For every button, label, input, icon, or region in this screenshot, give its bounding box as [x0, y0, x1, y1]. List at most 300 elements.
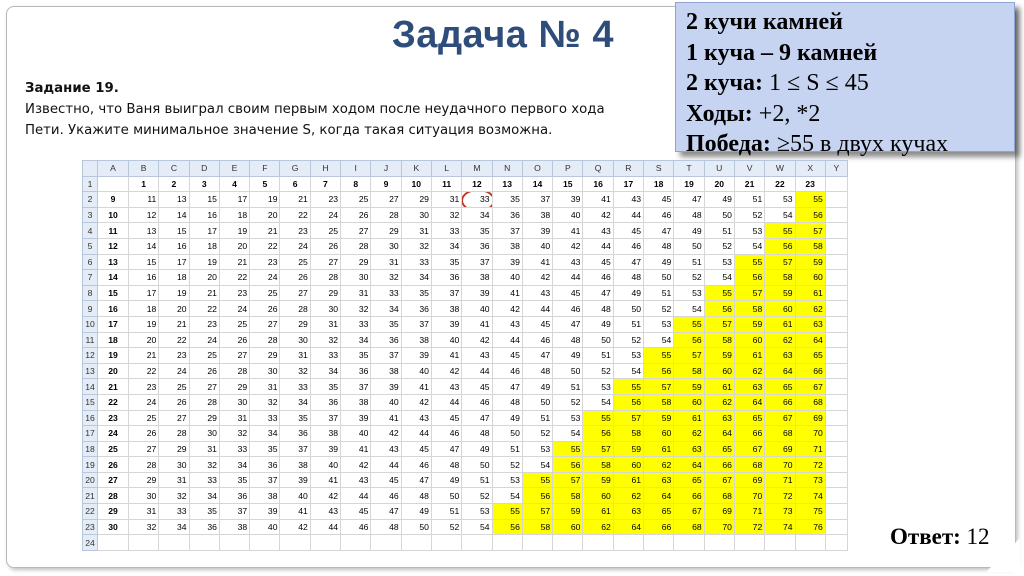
info-win-value: ≥55 в двух кучах [770, 131, 949, 157]
table-cell: 49 [522, 379, 552, 395]
table-cell: 69 [795, 410, 825, 426]
table-row [83, 316, 848, 332]
table-cell: 38 [310, 426, 340, 442]
table-cell: 49 [492, 410, 522, 426]
row-header: 5 [83, 238, 98, 254]
table-row [83, 441, 848, 457]
row-value-cell: 21 [98, 379, 129, 395]
table-cell: 51 [492, 441, 522, 457]
table-row [83, 363, 848, 379]
row-value-cell: 18 [98, 332, 129, 348]
corner-cell [83, 161, 98, 177]
table-cell: 58 [583, 457, 613, 473]
table-cell [280, 535, 310, 551]
table-cell: 30 [250, 363, 280, 379]
table-cell: 30 [189, 426, 219, 442]
row-header: 8 [83, 285, 98, 301]
table-cell: 31 [129, 504, 159, 520]
table-cell: 36 [371, 332, 401, 348]
table-cell: 20 [219, 238, 249, 254]
table-cell: 65 [795, 348, 825, 364]
table-cell: 75 [795, 504, 825, 520]
table-cell: 51 [644, 285, 674, 301]
table-cell [825, 270, 847, 286]
table-cell: 39 [341, 410, 371, 426]
table-cell: 34 [310, 363, 340, 379]
table-cell: 54 [462, 519, 492, 535]
table-cell: 27 [219, 348, 249, 364]
table-cell: 23 [129, 379, 159, 395]
table-cell: 57 [765, 254, 795, 270]
table-cell: 41 [310, 472, 340, 488]
table-cell: 59 [553, 504, 583, 520]
table-cell: 29 [189, 410, 219, 426]
table-cell: 66 [734, 426, 764, 442]
table-cell: 44 [401, 426, 431, 442]
table-cell: 44 [371, 457, 401, 473]
table-cell: 21 [280, 192, 310, 208]
table-cell: 52 [734, 207, 764, 223]
table-cell: 22 [280, 207, 310, 223]
table-cell: 55 [734, 254, 764, 270]
column-header-N: N [492, 161, 522, 177]
table-cell: 29 [341, 254, 371, 270]
table-cell [825, 426, 847, 442]
table-cell: 27 [341, 223, 371, 239]
table-cell: 53 [522, 441, 552, 457]
table-cell: 20 [189, 270, 219, 286]
table-cell: 40 [522, 238, 552, 254]
table-cell: 64 [644, 488, 674, 504]
column-header-T: T [674, 161, 704, 177]
table-cell: 24 [129, 394, 159, 410]
table-cell: 37 [371, 348, 401, 364]
table-cell: 41 [583, 192, 613, 208]
table-cell: 56 [583, 426, 613, 442]
column-header-M: M [462, 161, 492, 177]
table-cell: 70 [795, 426, 825, 442]
table-cell: 47 [613, 254, 643, 270]
table-cell: 26 [250, 301, 280, 317]
table-cell: 58 [644, 394, 674, 410]
table-cell: 29 [280, 316, 310, 332]
table-cell: 54 [765, 207, 795, 223]
table-cell: 60 [704, 363, 734, 379]
table-cell: 42 [280, 519, 310, 535]
table-cell: 61 [644, 441, 674, 457]
table-cell: 39 [250, 504, 280, 520]
row-header: 6 [83, 254, 98, 270]
table-cell: 35 [250, 441, 280, 457]
table-cell: 19 [189, 254, 219, 270]
table-cell: 42 [341, 457, 371, 473]
header-value-cell: 16 [583, 176, 613, 192]
table-cell: 49 [431, 472, 461, 488]
table-cell: 33 [310, 348, 340, 364]
table-cell: 48 [674, 207, 704, 223]
table-cell: 55 [492, 504, 522, 520]
table-cell: 33 [341, 316, 371, 332]
table-cell: 36 [250, 457, 280, 473]
table-cell: 31 [310, 316, 340, 332]
row-value-cell: 30 [98, 519, 129, 535]
row-header: 9 [83, 301, 98, 317]
table-cell: 50 [704, 207, 734, 223]
table-cell: 52 [704, 238, 734, 254]
table-cell [825, 285, 847, 301]
table-cell: 54 [734, 238, 764, 254]
table-cell: 29 [401, 192, 431, 208]
table-cell: 46 [553, 301, 583, 317]
table-row [83, 379, 848, 395]
table-cell: 65 [734, 410, 764, 426]
table-cell: 34 [189, 488, 219, 504]
table-cell: 41 [431, 348, 461, 364]
row-value-cell: 14 [98, 270, 129, 286]
table-cell: 39 [522, 223, 552, 239]
table-cell: 60 [734, 332, 764, 348]
table-cell: 68 [674, 519, 704, 535]
table-row [83, 285, 848, 301]
table-cell: 56 [613, 394, 643, 410]
table-cell: 70 [765, 457, 795, 473]
table-cell: 58 [795, 238, 825, 254]
table-cell: 70 [704, 519, 734, 535]
table-cell: 54 [674, 301, 704, 317]
table-cell: 46 [371, 488, 401, 504]
table-cell: 24 [280, 238, 310, 254]
table-row [83, 207, 848, 223]
table-cell: 41 [462, 316, 492, 332]
header-value-cell: 22 [765, 176, 795, 192]
table-cell: 45 [341, 504, 371, 520]
column-header-B: B [129, 161, 159, 177]
table-cell: 50 [644, 270, 674, 286]
answer [890, 524, 990, 550]
header-value-cell: 18 [644, 176, 674, 192]
answer-label: Ответ: [890, 524, 961, 549]
table-cell: 34 [250, 426, 280, 442]
table-cell: 29 [159, 441, 189, 457]
table-cell: 60 [583, 488, 613, 504]
table-cell: 47 [462, 410, 492, 426]
table-cell [825, 457, 847, 473]
table-cell: 23 [280, 223, 310, 239]
table-cell: 54 [704, 270, 734, 286]
table-cell: 30 [219, 394, 249, 410]
table-cell: 51 [613, 316, 643, 332]
table-cell: 47 [522, 348, 552, 364]
header-value-cell: 13 [492, 176, 522, 192]
table-cell [825, 394, 847, 410]
table-cell: 57 [704, 316, 734, 332]
table-cell: 57 [613, 410, 643, 426]
table-cell: 66 [765, 394, 795, 410]
header-value-cell: 20 [704, 176, 734, 192]
table-cell [825, 316, 847, 332]
table-cell: 34 [371, 301, 401, 317]
table-cell: 24 [219, 301, 249, 317]
table-cell: 40 [280, 488, 310, 504]
table-cell: 56 [765, 238, 795, 254]
table-cell: 23 [310, 192, 340, 208]
table-cell: 54 [522, 457, 552, 473]
info-moves-label: Ходы: [686, 100, 753, 127]
table-cell: 63 [795, 316, 825, 332]
table-cell: 22 [129, 363, 159, 379]
info-piles: 2 кучи камней [686, 9, 843, 35]
table-cell: 43 [583, 223, 613, 239]
table-cell: 64 [734, 394, 764, 410]
page-corner [986, 538, 1020, 572]
table-cell: 35 [189, 504, 219, 520]
header-value-cell: 14 [522, 176, 552, 192]
table-cell: 27 [189, 379, 219, 395]
table-row [83, 410, 848, 426]
row-header: 19 [83, 457, 98, 473]
table-cell: 36 [492, 207, 522, 223]
table-cell: 58 [522, 519, 552, 535]
table-cell [613, 535, 643, 551]
table-cell: 48 [644, 238, 674, 254]
table-cell: 67 [734, 441, 764, 457]
row-header: 22 [83, 504, 98, 520]
table-cell: 52 [522, 426, 552, 442]
table-cell: 74 [765, 519, 795, 535]
table-cell: 66 [704, 457, 734, 473]
table-cell: 50 [522, 394, 552, 410]
table-cell: 32 [129, 519, 159, 535]
table-cell: 71 [734, 504, 764, 520]
table-cell: 27 [280, 285, 310, 301]
table-cell: 35 [431, 254, 461, 270]
table-cell: 51 [674, 254, 704, 270]
table-cell: 59 [613, 441, 643, 457]
table-cell: 31 [371, 254, 401, 270]
table-cell: 63 [704, 410, 734, 426]
table-row [83, 192, 848, 208]
table-cell: 35 [280, 410, 310, 426]
table-cell: 46 [613, 238, 643, 254]
table-cell: 51 [704, 223, 734, 239]
table-cell: 28 [129, 457, 159, 473]
table-cell: 47 [674, 192, 704, 208]
table-cell: 19 [250, 192, 280, 208]
row-value-cell: 16 [98, 301, 129, 317]
table-cell [825, 176, 847, 192]
table-cell: 62 [765, 332, 795, 348]
table-cell: 31 [401, 223, 431, 239]
table-cell: 47 [401, 472, 431, 488]
table-cell: 62 [583, 519, 613, 535]
table-cell: 47 [644, 223, 674, 239]
table-cell: 28 [159, 426, 189, 442]
table-cell [825, 519, 847, 535]
table-cell: 27 [250, 316, 280, 332]
table-cell: 36 [431, 270, 461, 286]
table-cell: 33 [280, 379, 310, 395]
table-cell: 50 [462, 457, 492, 473]
row-header: 12 [83, 348, 98, 364]
table-cell: 67 [674, 504, 704, 520]
table-cell: 67 [765, 410, 795, 426]
table-cell: 19 [159, 285, 189, 301]
table-cell: 33 [431, 223, 461, 239]
table-cell [825, 223, 847, 239]
table-cell: 45 [583, 254, 613, 270]
table-cell [98, 176, 129, 192]
table-cell: 53 [462, 504, 492, 520]
header-value-cell: 10 [401, 176, 431, 192]
table-cell: 50 [674, 238, 704, 254]
table-cell: 52 [462, 488, 492, 504]
table-cell: 22 [250, 238, 280, 254]
table-cell: 42 [462, 332, 492, 348]
column-header-P: P [553, 161, 583, 177]
table-cell: 58 [734, 301, 764, 317]
table-cell: 44 [341, 488, 371, 504]
header-value-cell: 19 [674, 176, 704, 192]
column-header-U: U [704, 161, 734, 177]
column-header-I: I [341, 161, 371, 177]
table-cell: 38 [462, 270, 492, 286]
row-header: 2 [83, 192, 98, 208]
table-cell: 43 [492, 316, 522, 332]
table-cell: 29 [250, 348, 280, 364]
table-cell: 25 [219, 316, 249, 332]
table-cell: 44 [553, 270, 583, 286]
table-cell: 61 [613, 472, 643, 488]
table-cell: 29 [310, 285, 340, 301]
column-header-C: C [159, 161, 189, 177]
table-cell: 52 [644, 301, 674, 317]
column-header-G: G [280, 161, 310, 177]
table-cell: 18 [219, 207, 249, 223]
column-header-Y: Y [825, 161, 847, 177]
table-cell: 40 [431, 332, 461, 348]
table-cell: 54 [583, 394, 613, 410]
row-value-cell: 20 [98, 363, 129, 379]
table-cell: 63 [765, 348, 795, 364]
info-pile-2-label: 2 куча: [686, 70, 764, 96]
table-cell: 31 [189, 441, 219, 457]
row-value-cell: 22 [98, 394, 129, 410]
table-cell: 72 [795, 457, 825, 473]
table-cell: 55 [704, 285, 734, 301]
table-cell: 45 [462, 379, 492, 395]
table-cell: 50 [401, 519, 431, 535]
table-cell [765, 535, 795, 551]
table-cell: 42 [310, 488, 340, 504]
table-cell: 48 [492, 394, 522, 410]
table-cell: 49 [644, 254, 674, 270]
table-cell: 37 [341, 379, 371, 395]
table-cell: 40 [341, 426, 371, 442]
table-cell: 51 [522, 410, 552, 426]
table-row [83, 535, 848, 551]
table-cell [98, 535, 129, 551]
table-cell [129, 535, 159, 551]
table-cell [371, 535, 401, 551]
row-header: 24 [83, 535, 98, 551]
table-cell: 56 [704, 301, 734, 317]
table-cell: 45 [613, 223, 643, 239]
table-cell: 51 [462, 472, 492, 488]
table-cell: 37 [462, 254, 492, 270]
table-cell [522, 535, 552, 551]
table-cell: 33 [159, 504, 189, 520]
table-cell: 62 [704, 394, 734, 410]
table-cell: 74 [795, 488, 825, 504]
table-cell: 52 [583, 363, 613, 379]
table-cell: 16 [159, 238, 189, 254]
row-value-cell: 26 [98, 457, 129, 473]
table-cell: 57 [644, 379, 674, 395]
table-cell: 31 [341, 285, 371, 301]
table-cell: 52 [613, 332, 643, 348]
table-cell: 40 [462, 301, 492, 317]
table-cell: 35 [492, 192, 522, 208]
table-cell: 48 [371, 519, 401, 535]
table-cell: 22 [219, 270, 249, 286]
table-cell: 49 [613, 285, 643, 301]
table-cell: 63 [674, 441, 704, 457]
table-cell: 46 [431, 426, 461, 442]
table-cell: 71 [795, 441, 825, 457]
table-cell: 49 [462, 441, 492, 457]
table-cell: 37 [522, 192, 552, 208]
row-value-cell: 24 [98, 426, 129, 442]
info-pile-2 [686, 68, 1004, 99]
table-cell [462, 535, 492, 551]
table-cell: 43 [310, 504, 340, 520]
circled-cell: 33 [462, 192, 492, 208]
table-cell: 15 [189, 192, 219, 208]
table-cell: 60 [553, 519, 583, 535]
column-header-L: L [431, 161, 461, 177]
table-cell: 49 [674, 223, 704, 239]
table-cell: 26 [280, 270, 310, 286]
table-cell: 42 [553, 238, 583, 254]
header-value-cell: 4 [219, 176, 249, 192]
table-cell: 53 [704, 254, 734, 270]
header-value-cell: 3 [189, 176, 219, 192]
row-header: 3 [83, 207, 98, 223]
table-cell: 47 [371, 504, 401, 520]
table-cell: 28 [189, 394, 219, 410]
table-cell: 60 [765, 301, 795, 317]
table-cell: 42 [583, 207, 613, 223]
table-cell: 41 [371, 410, 401, 426]
table-cell: 66 [674, 488, 704, 504]
table-cell: 44 [613, 207, 643, 223]
table-cell [825, 192, 847, 208]
table-cell: 23 [189, 316, 219, 332]
column-header-E: E [219, 161, 249, 177]
table-cell: 61 [704, 379, 734, 395]
table-cell: 64 [613, 519, 643, 535]
task-line-1: Известно, что Ваня выиграл своим первым ходом после неудачного первого хода [25, 102, 605, 117]
table-cell [704, 535, 734, 551]
row-header: 16 [83, 410, 98, 426]
table-cell [825, 238, 847, 254]
table-row [83, 270, 848, 286]
table-cell: 40 [250, 519, 280, 535]
row-value-cell: 25 [98, 441, 129, 457]
table-cell: 33 [189, 472, 219, 488]
table-cell: 58 [613, 426, 643, 442]
table-cell [825, 441, 847, 457]
